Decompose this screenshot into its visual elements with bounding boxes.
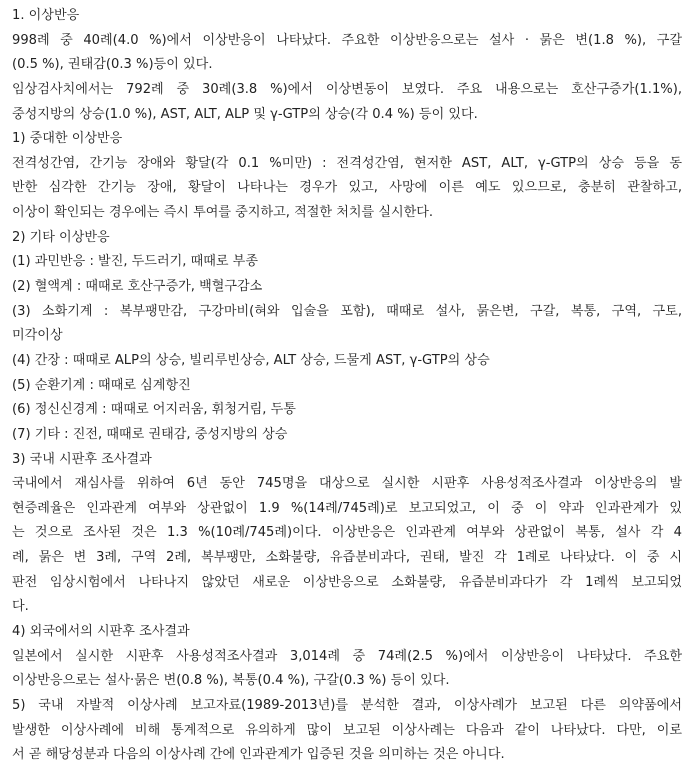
text-line: (3) 소화기계 : 복부팽만감, 구강마비(혀와 입술을 포함), 때때로 설사, 묽은변, 구갈, 복통, 구역, 구토, bbox=[12, 303, 682, 319]
text-line: 3) 국내 시판후 조사결과 bbox=[12, 451, 152, 467]
text-line: 이상이 확인되는 경우에는 즉시 투여를 중지하고, 적절한 처치를 실시한다. bbox=[12, 205, 434, 221]
text-line: 일본에서 실시한 시판후 사용성적조사결과 3,014례 중 74례(2.5 %)에서 이상반응이 나타났다. 주요한 bbox=[12, 648, 682, 664]
text-line: 중성지방의 상승(1.0 %), AST, ALT, ALP 및 γ-GTP의 상승(각 0.4 %) 등이 있다. bbox=[12, 106, 478, 122]
text-line: 현증례율은 인과관계 여부와 상관없이 1.9 %(14례/745례)로 보고되었고, 이 중 이 약과 인과관계가 있 bbox=[12, 500, 682, 516]
text-line: 례, 묽은 변 3례, 구역 2례, 복부팽만, 소화불량, 유즙분비과다, 권태, 발진 각 1례로 나타났다. 이 중 시 bbox=[12, 550, 682, 566]
text-line: (7) 기타 : 진전, 때때로 권태감, 중성지방의 상승 bbox=[12, 426, 288, 442]
text-line: (6) 정신신경계 : 때때로 어지러움, 휘청거림, 두통 bbox=[12, 402, 296, 418]
text-line: 2) 기타 이상반응 bbox=[12, 229, 110, 245]
text-line: 이상반응으로는 설사·묽은 변(0.8 %), 복통(0.4 %), 구갈(0.3 %) 등이 있다. bbox=[12, 673, 450, 689]
text-line: 다. bbox=[12, 599, 29, 615]
text-line: 4) 외국에서의 시판후 조사결과 bbox=[12, 624, 190, 640]
text-line: 는 것으로 조사된 것은 1.3 %(10례/745례)이다. 이상반응은 인과관계 여부와 상관없이 복통, 설사 각 4 bbox=[12, 525, 682, 541]
text-line: 임상검사치에서는 792례 중 30례(3.8 %)에서 이상변동이 보였다. 주요 내용으로는 호산구증가(1.1%), bbox=[12, 81, 682, 97]
text-line: 발생한 이상사례에 비해 통계적으로 유의하게 많이 보고된 이상사례는 다음과 같이 나타났다. 다만, 이로 bbox=[12, 722, 682, 738]
text-line: (1) 과민반응 : 발진, 두드러기, 때때로 부종 bbox=[12, 254, 258, 270]
text-line: 1) 중대한 이상반응 bbox=[12, 131, 123, 147]
text-line: (4) 간장 : 때때로 ALP의 상승, 빌리루빈상승, ALT 상승, 드물게 AST, γ-GTP의 상승 bbox=[12, 352, 490, 368]
text-line: 전격성간염, 간기능 장애와 황달(각 0.1 %미만) : 전격성간염, 현저한 AST, ALT, γ-GTP의 상승 등을 동 bbox=[12, 155, 682, 171]
text-line: 판전 임상시험에서 나타나지 않았던 새로운 이상반응으로 소화불량, 유즙분비과다가 각 1례씩 보고되었 bbox=[12, 574, 682, 590]
text-line: (2) 혈액계 : 때때로 호산구증가, 백혈구감소 bbox=[12, 279, 263, 295]
text-line: 미각이상 bbox=[12, 328, 63, 344]
text-line: 국내에서 재심사를 위하여 6년 동안 745명을 대상으로 실시한 시판후 사용성적조사결과 이상반응의 발 bbox=[12, 476, 682, 492]
text-line: 서 곧 해당성분과 다음의 이상사례 간에 인과관계가 입증된 것을 의미하는 것은 아니다. bbox=[12, 747, 505, 763]
text-line: (0.5 %), 권태감(0.3 %)등이 있다. bbox=[12, 57, 213, 73]
text-line: 998례 중 40례(4.0 %)에서 이상반응이 나타났다. 주요한 이상반응으로는 설사 · 묽은 변(1.8 %), 구갈 bbox=[12, 32, 682, 48]
text-line: 1. 이상반응 bbox=[12, 8, 80, 23]
text-line: 5) 국내 자발적 이상사례 보고자료(1989-2013년)를 분석한 결과, 이상사례가 보고된 다른 의약품에서 bbox=[12, 697, 682, 713]
text-line: (5) 순환기계 : 때때로 심계항진 bbox=[12, 377, 191, 393]
text-line: 반한 심각한 간기능 장애, 황달이 나타나는 경우가 있고, 사망에 이른 예도 있으므로, 충분히 관찰하고, bbox=[12, 180, 682, 196]
